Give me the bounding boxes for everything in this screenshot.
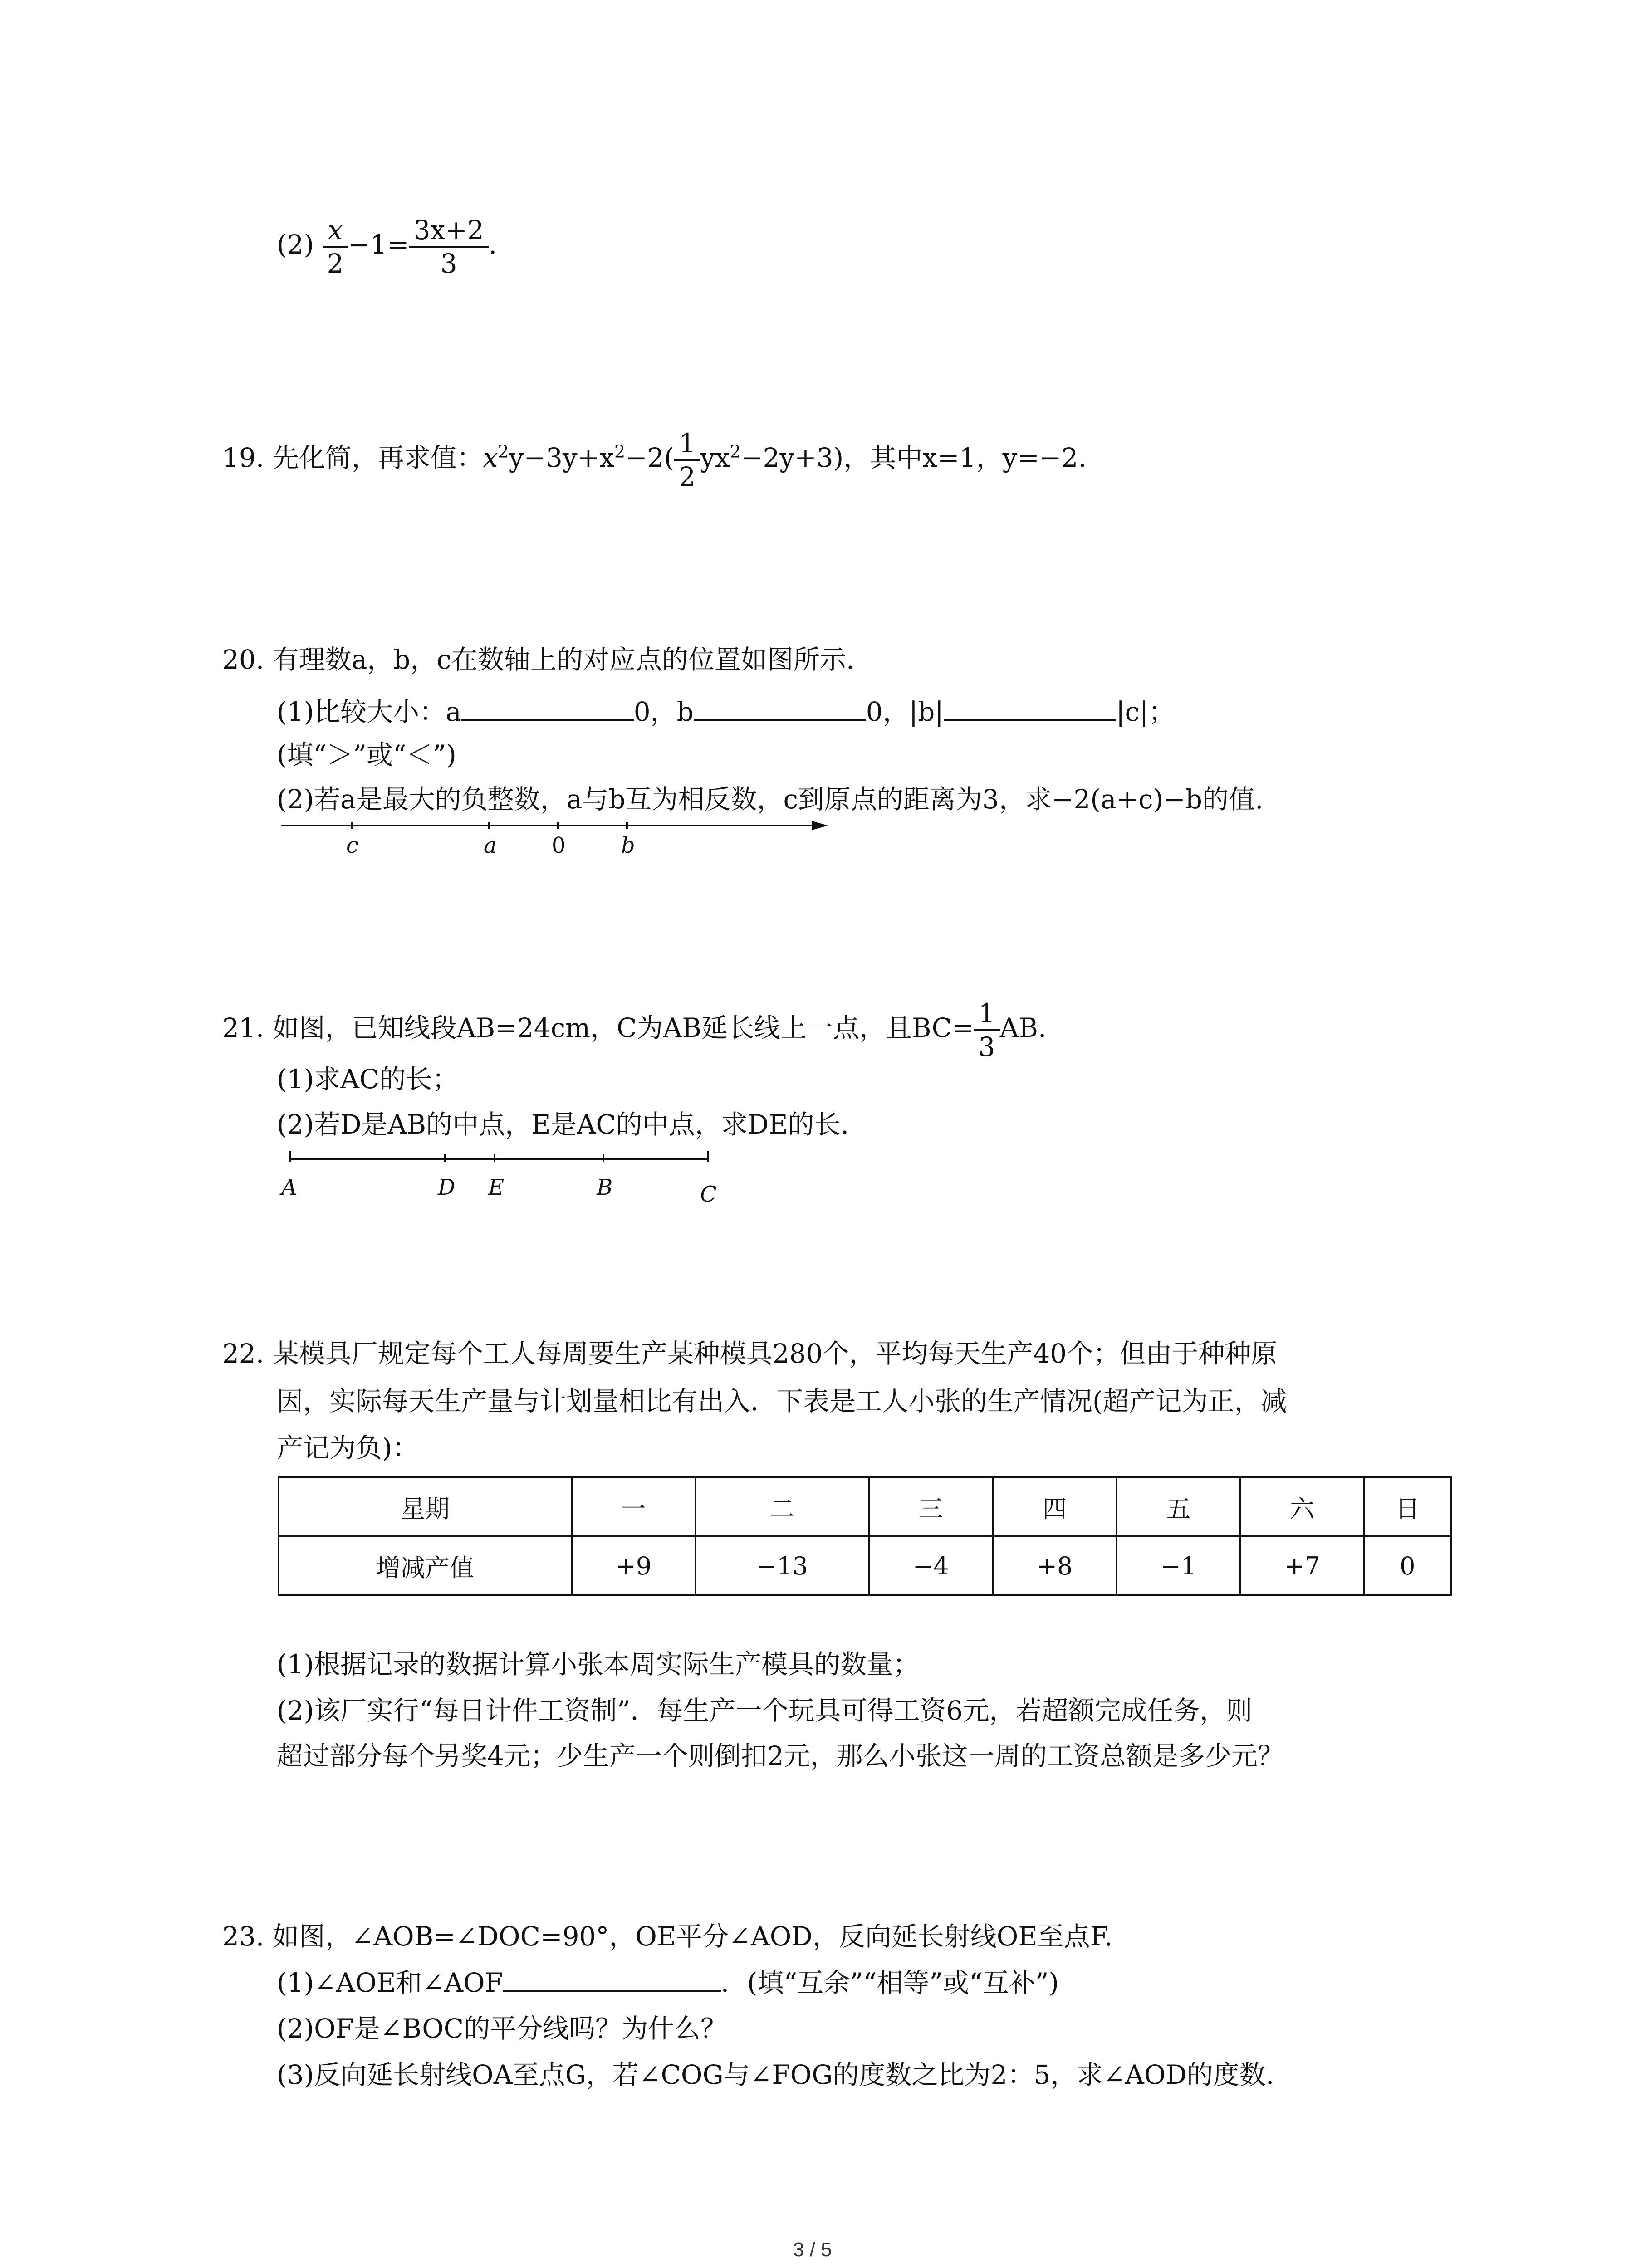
segment-label-B: B [597,1175,613,1200]
table-cell: −1 [1117,1536,1240,1595]
table-cell: −4 [869,1536,993,1595]
question-22-line3: 产记为负)： [277,1432,419,1463]
question-20-part2: (2)若a是最大的负整数，a与b互为相反数，c到原点的距离为3，求−2(a+c)−b的值. [277,784,1264,815]
table-cell: 增减产值 [279,1536,572,1595]
page-number: 3 / 5 [793,2239,832,2261]
question-20-line1: 20. 有理数a，b，c在数轴上的对应点的位置如图所示. [222,644,855,675]
question-23-part2: (2)OF是∠BOC的平分线吗？为什么？ [277,2013,727,2044]
question-23-part3: (3)反向延长射线OA至点G，若∠COG与∠FOG的度数之比为2：5，求∠AOD的度数. [277,2059,1274,2090]
table-cell: +9 [572,1536,696,1595]
question-20-hint: (填“＞”或“＜”) [277,739,456,770]
table-cell: +7 [1240,1536,1364,1595]
answer-blank-1[interactable] [461,719,634,721]
segment-label-E: E [488,1175,505,1200]
table-cell: 日 [1364,1477,1451,1536]
q18-part2: (2) $\frac{x}{2}$ −1= $\frac{3x+2}{3}$ . [277,215,497,279]
question-22-part2: (2)该厂实行“每日计件工资制”．每生产一个玩具可得工资6元，若超额完成任务，则 [277,1695,1253,1726]
fraction-one-third: $\frac{1}{3}$ [974,1000,1000,1060]
table-row [279,1477,1451,1536]
fraction-half: $\frac{1}{2}$ [674,430,700,490]
table-row [279,1536,1451,1595]
question-23-line1: 23. 如图，∠AOB=∠DOC=90°，OE平分∠AOD，反向延长射线OE至点F. [222,1921,1113,1952]
axis-arrow-icon [812,821,828,830]
table-cell: 四 [993,1477,1117,1536]
question-21-part2: (2)若D是AB的中点，E是AC的中点，求DE的长. [277,1109,849,1140]
question-21-part1: (1)求AC的长； [277,1064,459,1095]
table-cell: 0 [1364,1536,1451,1595]
axis-label-b: b [621,833,635,858]
question-19: 19. 先化简，再求值：$x^2y-3y+x^2-2$( $\frac{1}{2}$ $yx^2-2y+3$)，其中x=1，y=−2. [222,428,1087,492]
table-cell: 二 [696,1477,869,1536]
question-22-line2: 因，实际每天生产量与计划量相比有出入．下表是工人小张的生产情况(超产记为正，减 [277,1386,1287,1417]
segment-figure [281,1145,726,1173]
production-table [278,1476,1452,1596]
axis-label-c: c [346,833,358,858]
segment-label-C: C [700,1182,717,1207]
question-20-part1: (1)比较大小：a 0，b 0，|b| |c|； [277,696,1175,727]
axis-label-a: a [484,833,497,858]
table-cell: +8 [993,1536,1117,1595]
question-22-part1: (1)根据记录的数据计算小张本周实际生产模具的数量； [277,1649,920,1680]
question-22-part2-cont: 超过部分每个另奖4元；少生产一个则倒扣2元，那么小张这一周的工资总额是多少元？ [277,1740,1284,1771]
answer-blank-3[interactable] [944,719,1116,721]
segment-label-A: A [281,1175,297,1200]
answer-blank-4[interactable] [503,1989,721,1992]
table-cell: 三 [869,1477,993,1536]
answer-blank-2[interactable] [694,719,866,721]
fraction-3x2-over-3: $\frac{3x+2}{3}$ [409,217,489,277]
axis-label-0: 0 [552,833,566,858]
question-23-part1: (1)∠AOE和∠AOF ．(填“互余”“相等”或“互补”) [277,1967,1059,1998]
question-22-line1: 22. 某模具厂规定每个工人每周要生产某种模具280个，平均每天生产40个；但由于种种原 [222,1338,1278,1369]
segment-label-D: D [438,1175,456,1200]
fraction-x-over-2: $\frac{x}{2}$ [323,217,348,277]
table-cell: 一 [572,1477,696,1536]
question-21-line1: 21. 如图，已知线段AB=24cm，C为AB延长线上一点，且BC= $\frac{1}{3}$ AB. [222,998,1047,1062]
table-cell: 星期 [279,1477,572,1536]
table-cell: −13 [696,1536,869,1595]
table-cell: 六 [1240,1477,1364,1536]
table-cell: 五 [1117,1477,1240,1536]
